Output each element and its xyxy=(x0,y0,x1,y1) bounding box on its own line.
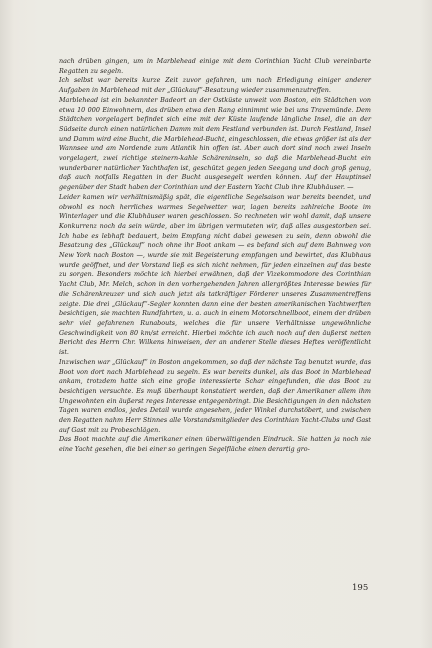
page-number: 195 xyxy=(352,583,369,593)
paragraph-1: nach drüben gingen, um in Marblehead einige mit dem Corinthian Yacht Club vereinbarte Regatten zu segeln. xyxy=(59,57,371,75)
paragraph-5: Inzwischen war „Glückauf“ in Boston angekommen, so daß der nächste Tag benutzt wurde, das Boot von dort nach Marblehead zu segeln. Es war bereits dunkel, als das Boot in Marblehead ankam, trotzdem hatte sich eine große interessierte Schar eingefunden, die das Boot zu besichtigen versuchte. Es muß überhaupt konstatiert werden, daß der Amerikaner allem ihm Ungewohnten ein äußerst reges Interesse entgegenbringt. Die Besichtigungen in den nächsten Tagen waren endlos, jedes Detail wurde angesehen, jeder Winkel durchstöbert, und zwischen den Regatten nahm Herr Stinnes alle Vorstandsmitglieder des Corinthian Yacht-Clubs und Gast auf Gast mit zu Probeschlägen. xyxy=(59,357,371,434)
paragraph-4: Leider kamen wir verhältnismäßig spät, die eigentliche Segelsaison war bereits beendet, und obwohl es noch herrliches warmes Segelwetter war, lagen bereits zahlreiche Boote im Winterlager und die Klubhäuser waren geschlossen. So rechneten wir wohl damit, daß unsere Konkurrenz noch da sein würde, aber im übrigen vermuteten wir, daß alles ausgestorben sei. Ich habe es lebhaft bedauert, beim Empfang nicht dabei gewesen zu sein, denn obwohl die Besatzung des „Glückauf“ noch ohne ihr Boot ankam — es befand sich auf dem Bahnweg von New York nach Boston —, wurde sie mit Begeisterung empfangen und bewirtet, das Klubhaus wurde geöffnet, und der Vorstand ließ es sich nicht nehmen, für jeden einzelnen auf das beste zu sorgen. Besonders möchte ich hierbei erwähnen, daß der Vizekommodore des Corinthian Yacht Club, Mr. Melch, schon in den vorhergehenden Jahren allergrößtes Interesse bewies für die Schärenkreuzer und sich auch jetzt als tatkräftiger Förderer unseres Zusammentreffens zeigte. Die drei „Glückauf“-Segler konnten dann eine der besten amerikanischen Yachtwerften besichtigen, sie machten Rundfahrten, u. a. auch in einem Motorschnellboot, einem der drüben sehr viel gefahrenen Runabouts, welches die für unsere Verhältnisse ungewöhnliche Geschwindigkeit von 80 km/st erreicht. Hierbei möchte ich auch noch auf den äußerst netten Bericht des Herrn Chr. Wilkens hinweisen, der an anderer Stelle dieses Heftes veröffentlicht ist. xyxy=(59,192,371,357)
paragraph-3: Marblehead ist ein bekannter Badeort an der Ostküste unweit von Boston, ein Städtchen von etwa 10 000 Einwohnern, das drüben etwa den Rang einnimmt wie bei uns Travemünde. Dem Städtchen vorgelagert befindet sich eine mit der Küste laufende längliche Insel, die an der Südseite durch einen natürlichen Damm mit dem Festland verbunden ist. Durch Festland, Insel und Damm wird eine Bucht, die Marblehead-Bucht, eingeschlossen, die etwas größer ist als der Wannsee und am Nordende zum Atlantik hin offen ist. Aber auch dort sind noch zwei Inseln vorgelagert, zwei richtige steinern-kahle Schäreninseln, so daß die Marblehead-Bucht ein wunderbarer natürlicher Yachthafen ist, geschützt gegen jeden Seegang und doch groß genug, daß auch notfalls Regatten in der Bucht ausgesegelt werden können. Auf der Hauptinsel gegenüber der Stadt haben der Corinthian und der Eastern Yacht Club ihre Klubhäuser. — xyxy=(59,95,371,192)
paragraph-6: Das Boot machte auf die Amerikaner einen überwältigenden Eindruck. Sie hatten ja noch nie eine Yacht gesehen, die bei einer so geringen Segelfläche einen derartig gro- xyxy=(59,435,371,454)
body-text xyxy=(59,57,371,455)
paragraph-2: Ich selbst war bereits kurze Zeit zuvor gefahren, um nach Erledigung einiger anderer Aufgaben in Marblehead mit der „Glückauf“-Besatzung wieder zusammenzutreffen. xyxy=(59,76,371,95)
